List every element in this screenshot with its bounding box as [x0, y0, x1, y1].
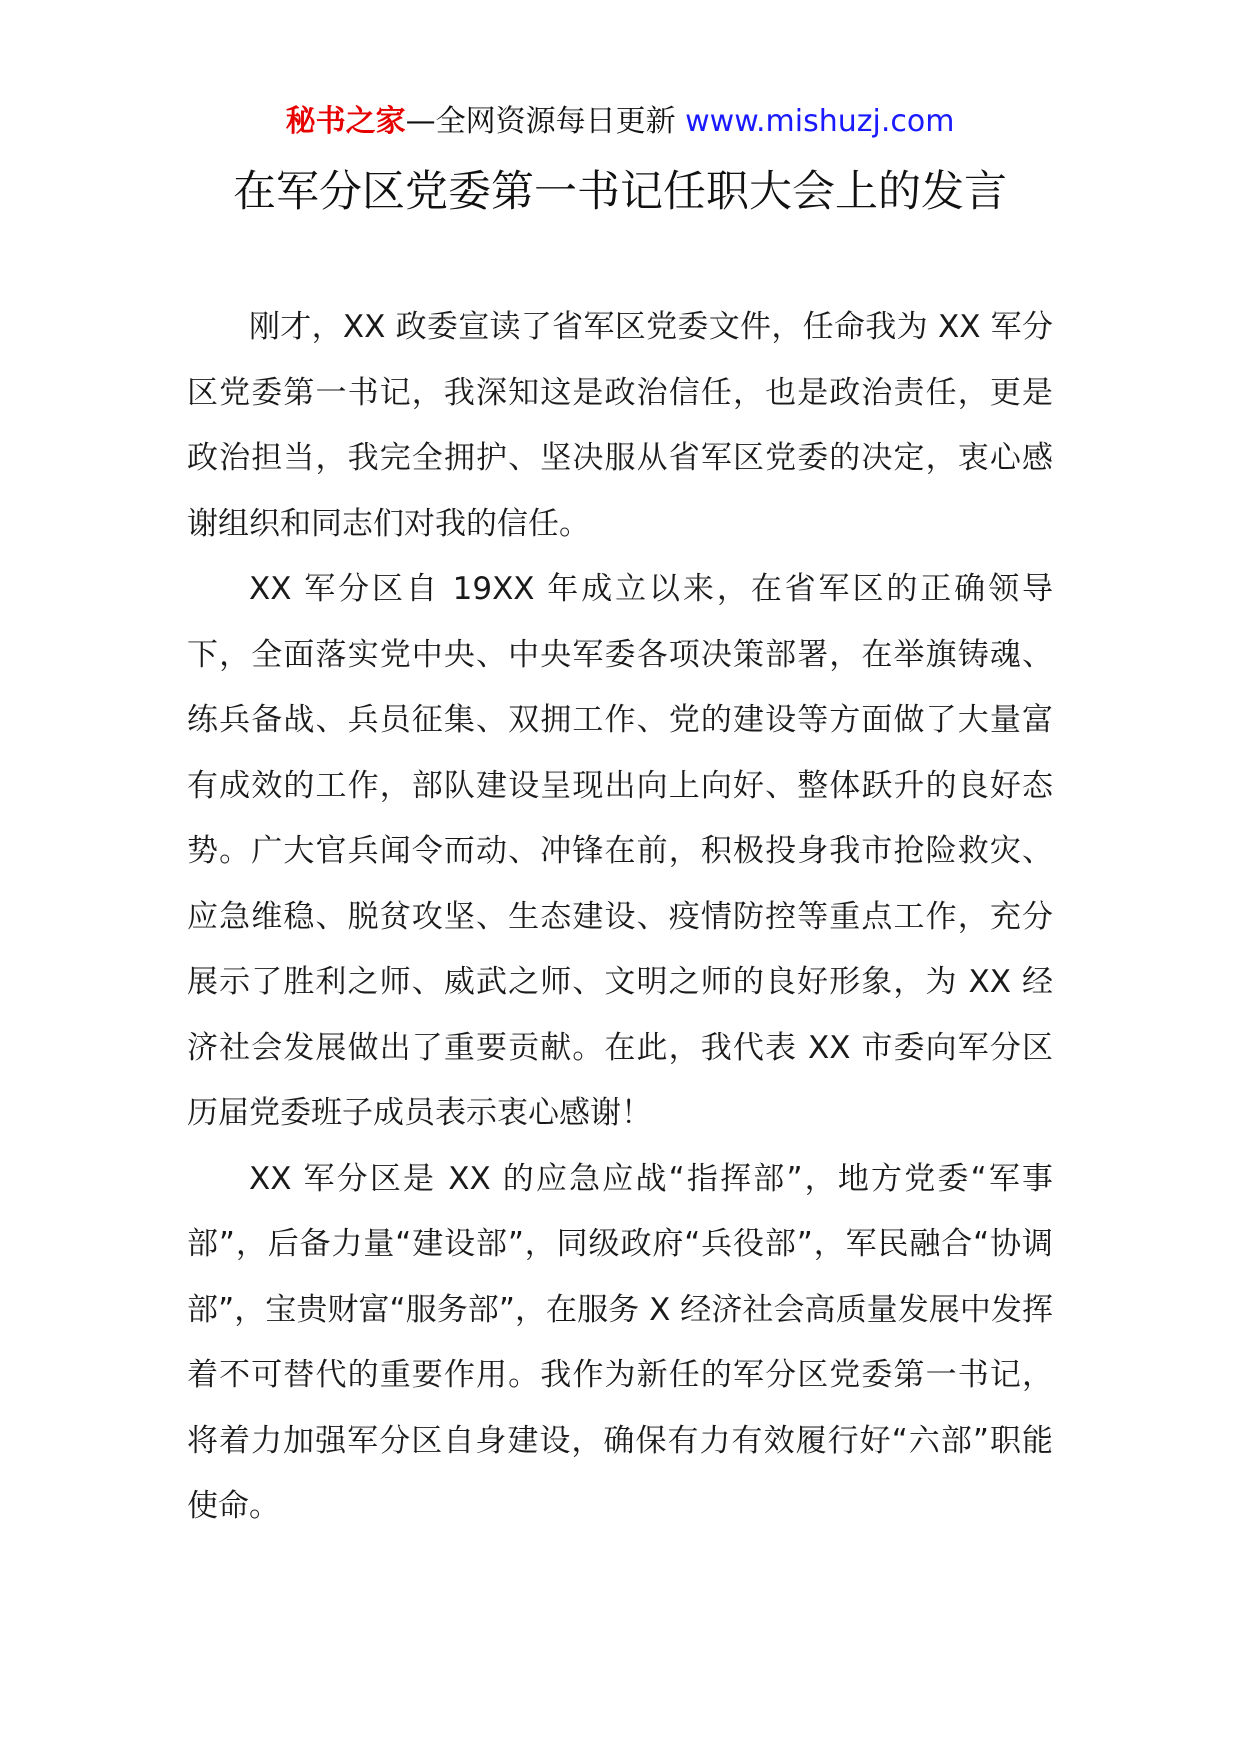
paragraph-1: 刚才，XX 政委宣读了省军区党委文件，任命我为 XX 军分区党委第一书记，我深知这是政治信任，也是政治责任，更是政治担当，我完全拥护、坚决服从省军区党委的决定，衷心感谢组织和同志们对我的信任。	[187, 309, 1053, 542]
document-body	[187, 295, 1053, 1540]
brand-name: 秘书之家	[285, 104, 406, 139]
document-title: 在军分区党委第一书记任职大会上的发言	[233, 167, 1007, 217]
site-url-link[interactable]: www.mishuzj.com	[685, 104, 955, 139]
site-header	[0, 100, 1240, 144]
paragraph-2: XX 军分区自 19XX 年成立以来，在省军区的正确领导下，全面落实党中央、中央军委各项决策部署，在举旗铸魂、练兵备战、兵员征集、双拥工作、党的建设等方面做了大量富有成效的工作，部队建设呈现出向上向好、整体跃升的良好态势。广大官兵闻令而动、冲锋在前，积极投身我市抢险救灾、应急维稳、脱贫攻坚、生态建设、疫情防控等重点工作，充分展示了胜利之师、威武之师、文明之师的良好形象，为 XX 经济社会发展做出了重要贡献。在此，我代表 XX 市委向军分区历届党委班子成员表示衷心感谢！	[187, 571, 1053, 1131]
paragraph-3: XX 军分区是 XX 的应急应战“指挥部”，地方党委“军事部”，后备力量“建设部”，同级政府“兵役部”，军民融合“协调部”，宝贵财富“服务部”，在服务 X 经济社会高质量发展中发挥着不可替代的重要作用。我作为新任的军分区党委第一书记，将着力加强军分区自身建设，确保有力有效履行好“六部”职能使命。	[187, 1160, 1053, 1524]
header-tagline: —全网资源每日更新	[405, 104, 676, 139]
